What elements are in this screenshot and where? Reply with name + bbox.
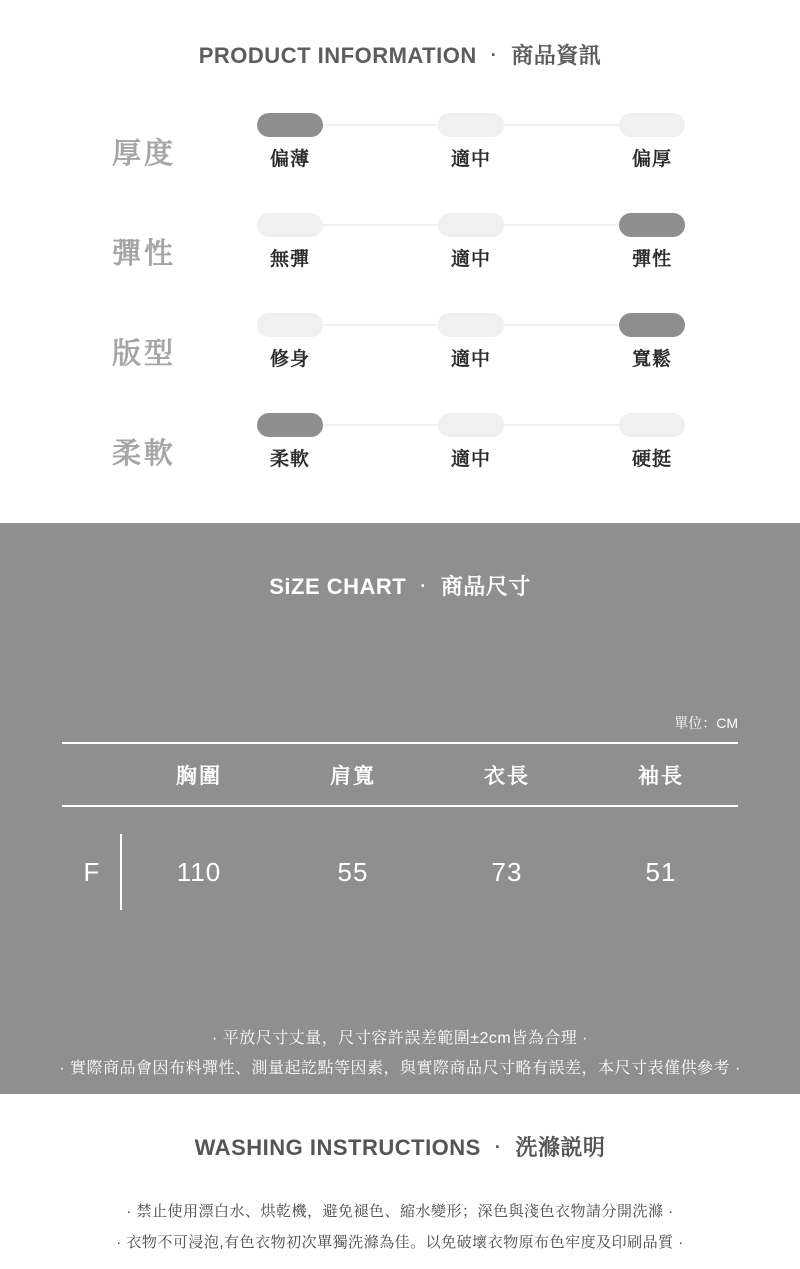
size-chart-title-en: SiZE CHART <box>269 574 407 599</box>
scale-option <box>436 313 506 371</box>
scale-option-label: 寬鬆 <box>631 349 672 370</box>
attribute-row-thickness <box>0 113 800 213</box>
attribute-row-elasticity <box>0 213 800 313</box>
scale-option-label: 無彈 <box>269 249 310 270</box>
header-sleeve: 袖長 <box>638 764 684 788</box>
unit-label: 單位：CM <box>674 715 738 731</box>
header-chest: 胸圍 <box>176 764 222 788</box>
scale-option <box>436 213 506 271</box>
scale-option-label: 硬挺 <box>631 449 672 470</box>
scale-option <box>436 413 506 471</box>
attribute-scale <box>255 413 687 471</box>
scale-option-label: 柔軟 <box>269 449 310 470</box>
washing-note-line: · 禁止使用漂白水、烘乾機，避免褪色、縮水變形；深色與淺色衣物請分開洗滌 · <box>126 1203 674 1220</box>
scale-option <box>255 313 325 371</box>
scale-pill <box>619 113 685 137</box>
scale-option-label: 適中 <box>450 449 491 470</box>
attribute-label: 版型 <box>112 338 177 370</box>
scale-option <box>617 113 687 171</box>
chest-value: 110 <box>176 856 222 887</box>
washing-section <box>0 1094 800 1258</box>
sleeve-value: 51 <box>645 856 677 887</box>
washing-title <box>0 1132 800 1163</box>
scale-option-label: 適中 <box>450 349 491 370</box>
attribute-scale <box>255 313 687 371</box>
header-length: 衣長 <box>484 764 530 788</box>
attribute-scale <box>255 213 687 271</box>
scale-option-label: 修身 <box>269 349 310 370</box>
product-info-section <box>0 0 800 513</box>
title-separator-dot: · <box>420 576 427 596</box>
attribute-label: 厚度 <box>112 138 177 170</box>
scale-option <box>617 313 687 371</box>
length-value: 73 <box>491 856 523 887</box>
product-info-title-zh: 商品資訊 <box>511 43 602 68</box>
product-info-title <box>0 40 800 71</box>
scale-option-label: 彈性 <box>631 249 672 270</box>
washing-note-line: · 衣物不可浸泡,有色衣物初次單獨洗滌為佳。以免破壞衣物原布色牢度及印刷品質 · <box>116 1234 684 1251</box>
size-name-cell: F <box>62 807 122 937</box>
attribute-scale <box>255 113 687 171</box>
washing-title-zh: 洗滌説明 <box>515 1135 606 1160</box>
scale-pill <box>257 413 323 437</box>
attribute-label: 柔軟 <box>112 438 177 470</box>
size-chart-title-zh: 商品尺寸 <box>440 574 531 599</box>
size-chart-title <box>0 571 800 602</box>
size-table <box>62 742 738 937</box>
scale-option-label: 偏薄 <box>269 149 310 170</box>
washing-title-en: WASHING INSTRUCTIONS <box>194 1135 481 1160</box>
attribute-row-fit <box>0 313 800 413</box>
scale-pill <box>619 313 685 337</box>
scale-option <box>255 213 325 271</box>
scale-option <box>617 213 687 271</box>
attribute-label: 彈性 <box>112 238 177 270</box>
scale-option-label: 偏厚 <box>631 149 672 170</box>
size-note-line: · 平放尺寸丈量，尺寸容許誤差範圍±2cm皆為合理 · <box>211 1030 589 1047</box>
title-separator-dot: · <box>490 45 498 65</box>
scale-pill <box>257 213 323 237</box>
product-info-title-en: PRODUCT INFORMATION <box>198 43 477 68</box>
size-note-line: · 實際商品會因布料彈性、測量起訖點等因素，與實際商品尺寸略有誤差，本尺寸表僅供參考 · <box>59 1060 741 1077</box>
size-table-row <box>62 807 738 937</box>
scale-pill <box>438 213 504 237</box>
attribute-row-softness <box>0 413 800 513</box>
scale-pill <box>619 213 685 237</box>
scale-pill <box>257 113 323 137</box>
scale-option <box>255 113 325 171</box>
title-separator-dot: · <box>494 1137 502 1157</box>
scale-option <box>255 413 325 471</box>
scale-pill <box>438 413 504 437</box>
scale-option <box>436 113 506 171</box>
scale-option-label: 適中 <box>450 249 491 270</box>
scale-option-label: 適中 <box>450 149 491 170</box>
scale-pill <box>438 313 504 337</box>
washing-notes <box>0 1196 800 1258</box>
size-table-header <box>62 742 738 807</box>
scale-option <box>617 413 687 471</box>
header-shoulder: 肩寬 <box>330 764 376 788</box>
attribute-rows <box>0 113 800 513</box>
size-chart-section <box>0 523 800 1094</box>
scale-pill <box>257 313 323 337</box>
shoulder-value: 55 <box>337 856 369 887</box>
scale-pill <box>619 413 685 437</box>
scale-pill <box>438 113 504 137</box>
size-chart-notes <box>0 1024 800 1084</box>
